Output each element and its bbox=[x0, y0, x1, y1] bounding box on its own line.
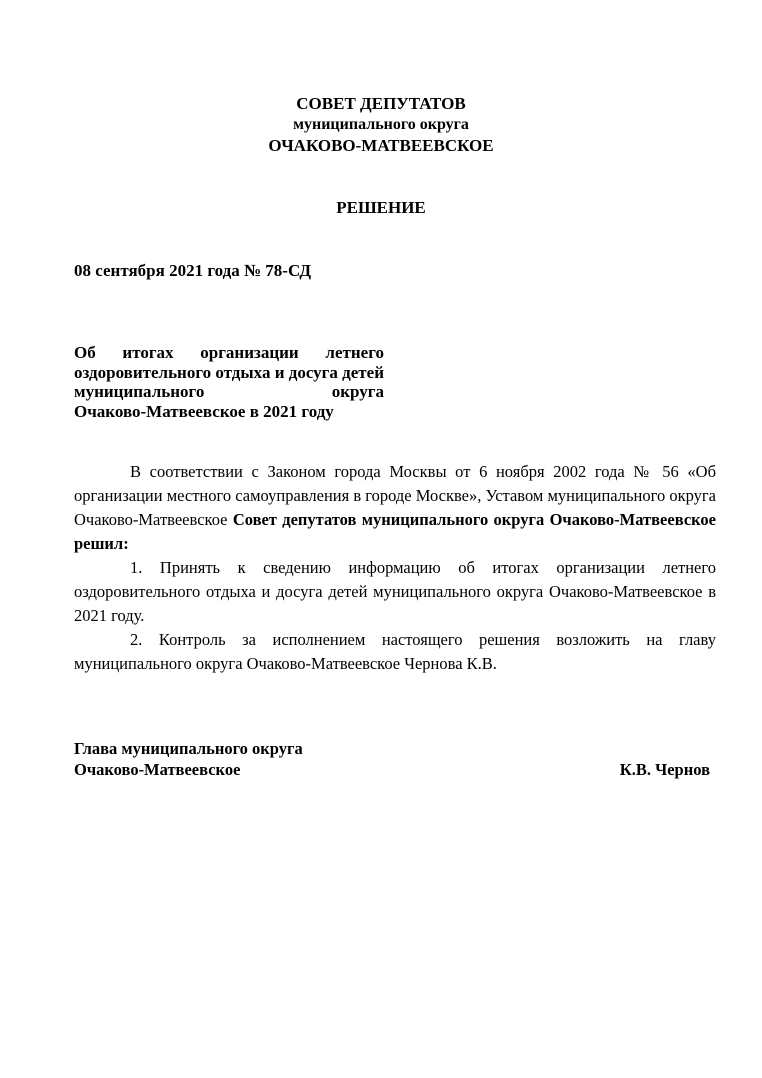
signature-block bbox=[74, 738, 710, 780]
organization-subtitle: муниципального округа bbox=[293, 116, 469, 133]
decision-item-1: 1. Принять к сведению информацию об итогах организации летнего оздоровительного отдыха и досуга детей муниципального округа Очаково-Матвеевское в 2021 году. bbox=[74, 558, 716, 625]
signatory-name: К.В. Чернов bbox=[619, 760, 710, 779]
decision-date-number: 08 сентября 2021 года № 78-СД bbox=[74, 261, 312, 280]
decision-subject bbox=[74, 343, 384, 421]
signature-row bbox=[74, 759, 710, 780]
organization-title: СОВЕТ ДЕПУТАТОВ bbox=[296, 94, 466, 113]
signatory-position-line1: Глава муниципального округа bbox=[74, 739, 303, 758]
district-name: ОЧАКОВО-МАТВЕЕВСКОЕ bbox=[268, 136, 494, 155]
decision-item-2: 2. Контроль за исполнением настоящего решения возложить на главу муниципального округа Очаково-Матвеевское Чернова К.В. bbox=[74, 630, 716, 673]
subject-line: оздоровительного отдыха и досуга bbox=[74, 362, 343, 382]
subject-line: детей муниципального округа bbox=[74, 362, 384, 401]
subject-line: Об итогах организации летнего bbox=[74, 343, 384, 362]
document-type-title: РЕШЕНИЕ bbox=[336, 198, 426, 217]
subject-line: Очаково-Матвеевское в 2021 году bbox=[74, 401, 334, 421]
preamble-resolution: Совет депутатов муниципального округа Очаково-Матвеевское решил: bbox=[74, 510, 717, 553]
preamble-paragraph bbox=[74, 460, 716, 556]
preamble-text: В соответствии с Законом города Москвы от 6 ноября 2002 года № 56 «Об организации местного самоуправления в городе Москве», Уставом муниципального округа Очаково-Матвеевское bbox=[74, 462, 716, 529]
signatory-position-line2: Очаково-Матвеевское bbox=[74, 760, 241, 779]
